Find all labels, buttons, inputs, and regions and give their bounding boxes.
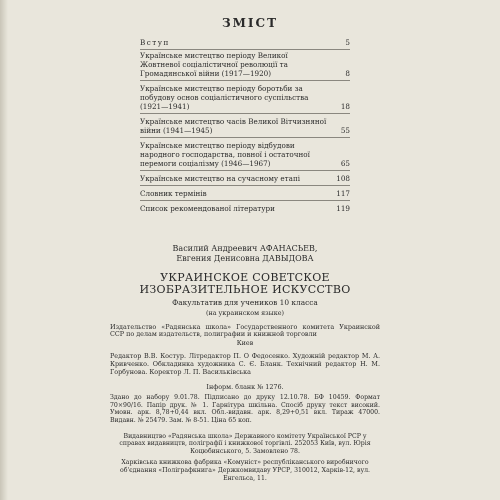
book-language: (на украинском языке): [205, 309, 285, 318]
publisher-statement: Издательство «Радянська школа» Государственного комитета Украинской ССР по делам издательств, полиграфии и книжной торговли: [110, 322, 380, 339]
toc-item-text: Список рекомендованої літератури: [140, 204, 275, 213]
toc-item-text: Українське мистецтво періоду боротьби за побудову основ соціалістичного суспільства (1921—1941): [140, 84, 309, 111]
toc-item-page: 65: [340, 159, 350, 168]
toc-item-page: 5: [345, 38, 350, 47]
toc-divider: [140, 49, 350, 50]
toc-item: [140, 189, 350, 198]
toc-item-page: 8: [345, 69, 350, 78]
toc-item-page: 55: [340, 126, 350, 135]
toc-item-text: Українське мистецтво на сучасному етапі: [140, 174, 301, 183]
page-binding-shadow: [0, 0, 8, 500]
toc-item: [140, 117, 350, 135]
toc-divider: [140, 137, 350, 138]
toc-item: [140, 84, 350, 111]
book-title-line-2: ИЗОБРАЗИТЕЛЬНОЕ ИСКУССТВО: [139, 283, 351, 296]
printer-imprint: Харківська книжкова фабрика «Комуніст» республіканського виробничого об'єднання «Поліграфкнига» Держкомвидаву УРСР, 310012, Харків-12, вул. Енгельса, 11.: [120, 459, 370, 482]
author-1: Василий Андреевич АФАНАСЬЕВ,: [172, 244, 318, 253]
book-title-line-1: УКРАИНСКОЕ СОВЕТСКОЕ: [160, 271, 330, 284]
print-details: Здано до набору 9.01.78. Підписано до друку 12.10.78. БФ 10459. Формат 70×90/16. Папір друк. № 1. Гарнітура шкільна. Спосіб друку текст високий. Умовн. арк. 8,78+0,44 вкл. Обл.-видавн. арк. 8,29+0,51 вкл. Тираж 47000. Видавн. № 25479. Зам. № 8-51. Ціна 65 коп.: [110, 394, 380, 424]
toc-divider: [140, 185, 350, 186]
table-of-contents: [140, 38, 350, 219]
toc-item-page: 108: [336, 174, 350, 183]
toc-item: [140, 141, 350, 168]
toc-divider: [140, 170, 350, 171]
editors-credits: Редактор В.В. Костур. Літредактор П. О Федосенко. Художній редактор М. А. Кривченко. Обкладинка художника С. Є. Бланк. Технічний редактор Н. М. Горбунова. Коректор Л. П. Васильківська: [110, 352, 380, 377]
toc-divider: [140, 80, 350, 81]
toc-item: [140, 174, 350, 183]
toc-item-page: 117: [336, 189, 350, 198]
publication-location: Киев: [236, 339, 254, 348]
toc-item-text: Українське мистецтво періоду Великої Жовтневої соціалістичної революції та Громадянської війни (1917—1920): [140, 51, 288, 78]
colophon: [110, 244, 380, 482]
author-2: Евгения Денисовна ДАВЫДОВА: [176, 254, 314, 263]
toc-item-page: 18: [340, 102, 350, 111]
toc-item: [140, 204, 350, 213]
toc-item-text: Українське мистецтво періоду відбудови народного господарства, повної і остаточної перемоги соціалізму (1946—1967): [140, 141, 310, 168]
toc-item-text: Вступ: [140, 38, 170, 47]
toc-item-text: Українське мистецтво часів Великої Вітчизняної війни (1941—1945): [140, 117, 327, 135]
book-subtitle: Факультатив для учеников 10 класса: [172, 298, 318, 307]
publisher-imprint: Видавництво «Радянська школа» Державного комітету Української РСР у справах видавництв, поліграфії і книжкової торгівлі. 252053 Київ, вул. Юрія Коцюбинського, 5. Замовлено 78.: [119, 432, 371, 455]
toc-item: [140, 38, 350, 47]
toc-item: [140, 51, 350, 78]
toc-divider: [140, 113, 350, 114]
toc-divider: [140, 200, 350, 201]
inform-number: Інформ. бланк № 1276.: [206, 382, 284, 391]
toc-item-text: Словник термінів: [140, 189, 207, 198]
toc-title: ЗМІСТ: [221, 16, 279, 30]
toc-item-page: 119: [336, 204, 350, 213]
